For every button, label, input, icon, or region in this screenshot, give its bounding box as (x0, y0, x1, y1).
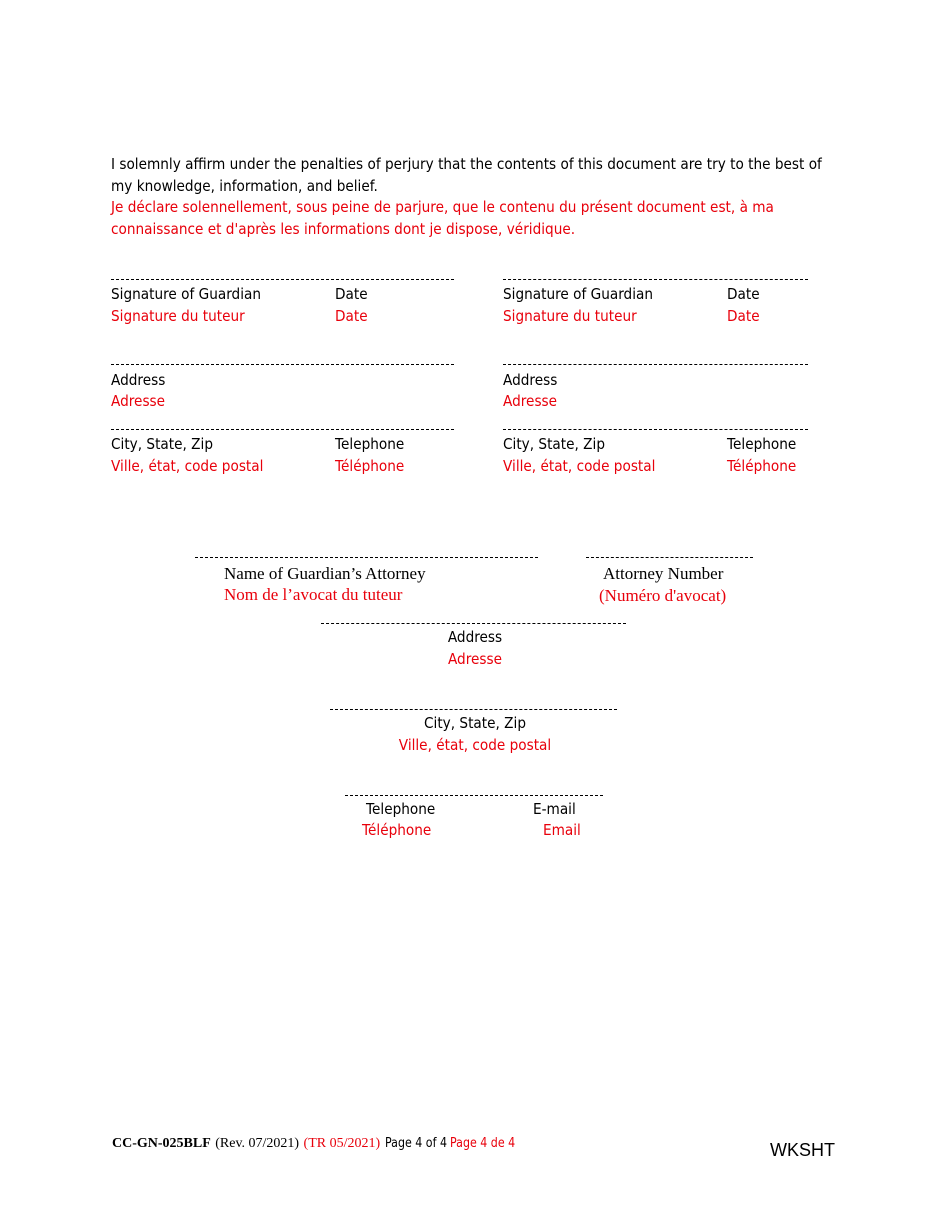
form-code: CC-GN-025BLF (112, 1136, 211, 1151)
left-telephone-label: Telephone (335, 435, 405, 453)
left-city-line[interactable] (111, 429, 454, 430)
attorney-address-line[interactable] (321, 623, 626, 624)
affirmation-french: Je déclare solennellement, sous peine de parjure, que le contenu du présent document est, à ma connaissance et d'après les informations dont je dispose, véridique. (111, 198, 774, 238)
left-address-label-fr: Adresse (111, 392, 166, 410)
right-address-label-fr: Adresse (503, 392, 558, 410)
left-date-label-fr: Date (335, 307, 368, 325)
attorney-city-label: City, State, Zip (424, 714, 526, 732)
right-address-label: Address (503, 371, 558, 389)
footer (112, 1134, 526, 1153)
right-city-line[interactable] (503, 429, 808, 430)
right-telephone-label-fr: Téléphone (727, 457, 797, 475)
attorney-number-line[interactable] (586, 557, 753, 558)
left-city-label-fr: Ville, état, code postal (111, 457, 264, 475)
right-city-label: City, State, Zip (503, 435, 605, 453)
revision: (Rev. 07/2021) (215, 1136, 300, 1151)
attorney-address-label: Address (447, 628, 503, 646)
attorney-email-label-fr: Email (543, 821, 581, 839)
right-signature-label: Signature of Guardian (503, 285, 654, 303)
attorney-number-label-fr: (Numéro d'avocat) (599, 586, 727, 605)
wksht-label: WKSHT (770, 1140, 835, 1160)
attorney-contact-line[interactable] (345, 795, 603, 796)
left-city-label: City, State, Zip (111, 435, 213, 453)
left-address-label: Address (111, 371, 166, 389)
affirmation-english: I solemnly affirm under the penalties of perjury that the contents of this document are try to the best of my knowledge, information, and belief. (111, 155, 822, 195)
left-signature-line[interactable] (111, 279, 454, 280)
attorney-number-label: Attorney Number (603, 564, 724, 583)
left-signature-label: Signature of Guardian (111, 285, 262, 303)
affirmation-paragraph (111, 154, 833, 240)
attorney-address-label-fr: Adresse (447, 650, 503, 668)
left-signature-label-fr: Signature du tuteur (111, 307, 245, 325)
page-number: Page 4 of 4 (384, 1136, 447, 1151)
right-date-label: Date (727, 285, 760, 303)
right-telephone-label: Telephone (727, 435, 797, 453)
attorney-city-label-fr: Ville, état, code postal (398, 736, 552, 754)
left-date-label: Date (335, 285, 368, 303)
attorney-name-line[interactable] (195, 557, 538, 558)
attorney-telephone-label-fr: Téléphone (362, 821, 432, 839)
right-address-line[interactable] (503, 364, 808, 365)
translation-revision: (TR 05/2021) (303, 1136, 381, 1151)
attorney-name-label: Name of Guardian’s Attorney (224, 564, 426, 583)
attorney-email-label: E-mail (533, 800, 576, 818)
attorney-telephone-label: Telephone (366, 800, 436, 818)
right-date-label-fr: Date (727, 307, 760, 325)
left-address-line[interactable] (111, 364, 454, 365)
attorney-name-label-fr: Nom de l’avocat du tuteur (224, 585, 403, 604)
right-city-label-fr: Ville, état, code postal (503, 457, 656, 475)
left-telephone-label-fr: Téléphone (335, 457, 405, 475)
page-number-fr: Page 4 de 4 (449, 1136, 515, 1151)
attorney-city-line[interactable] (330, 709, 617, 710)
right-signature-line[interactable] (503, 279, 808, 280)
right-signature-label-fr: Signature du tuteur (503, 307, 637, 325)
